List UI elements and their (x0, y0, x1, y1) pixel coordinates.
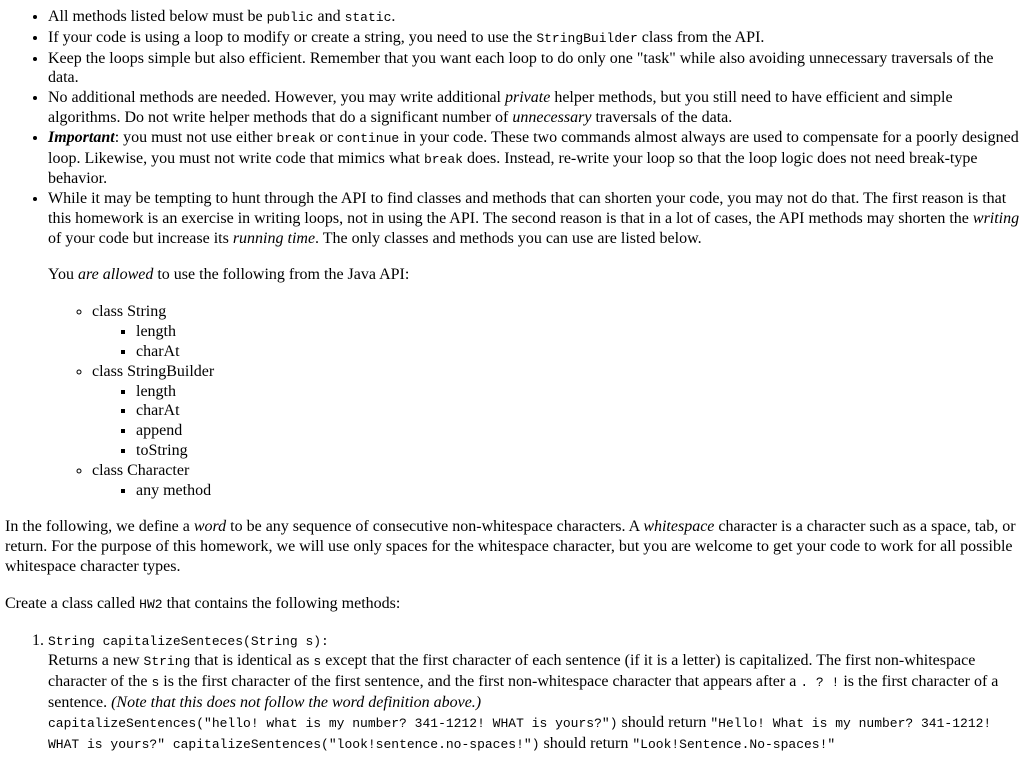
api-method-item: ▪ charAt (136, 342, 1020, 362)
rule-item: • If your code is using a loop to modify or create a string, you need to use the StringBuilder class from the API. (48, 28, 1020, 49)
method-signature: String capitalizeSenteces(String s): (48, 633, 329, 649)
rule-item: • All methods listed below must be public and static. (48, 7, 1020, 28)
example-call: capitalizeSentences("look!sentence.no-spaces!") (165, 736, 540, 752)
inline-code: . ? ! (800, 675, 840, 691)
api-method-item: ▪ charAt (136, 401, 1020, 421)
api-method-list (92, 382, 1020, 461)
api-method-item: ▪ length (136, 322, 1020, 342)
methods-list (5, 631, 1020, 755)
inline-code: StringBuilder (536, 30, 638, 46)
inline-code: break (423, 151, 463, 167)
example-call: capitalizeSentences("hello! what is my number? 341-1212! WHAT is yours?") (48, 715, 618, 731)
rule-item: • While it may be tempting to hunt through the API to find classes and methods that can shorten your code, you may not do that. The first reason is that this homework is an exercise in writing loops, not in using the API. The second reason is that in a lot of cases, the API methods may shorten the writing of your code but increase its running time. The only classes and methods you can use are listed below. You are allowed to use the following from the Java API: ◦ class String ▪ length ▪ charAt ◦ class StringBuilder ▪ length ▪ charAt ▪ append ▪ toString ◦ class Character ▪ any method (48, 189, 1020, 500)
api-method-item: ▪ append (136, 421, 1020, 441)
api-class-item: ◦ class Character ▪ any method (92, 461, 1020, 501)
example-result: "Look!Sentence.No-spaces!" (632, 736, 836, 752)
api-method-list (92, 322, 1020, 362)
api-method-item: ▪ length (136, 382, 1020, 402)
example-result: "Hello! What is my number? 341-1212! WHAT is yours?" (48, 715, 992, 752)
inline-code: break (276, 130, 316, 146)
rules-list (5, 7, 1020, 500)
inline-code: continue (336, 130, 400, 146)
api-method-list (92, 481, 1020, 501)
inline-code: public (266, 10, 314, 25)
api-class-item: ◦ class StringBuilder ▪ length ▪ charAt ▪ append ▪ toString (92, 362, 1020, 461)
rule-item: • Important: you must not use either break or continue in your code. These two commands almost always are used to compensate for a poorly designed loop. Likewise, you must not write code that mimics what break does. Instead, re-write your loop so that the loop logic does not need break-type behavior. (48, 128, 1020, 189)
api-class-item: ◦ class String ▪ length ▪ charAt (92, 302, 1020, 361)
inline-code: s (313, 654, 322, 670)
api-class-list (48, 302, 1020, 500)
method-note: (Note that this does not follow the word definition above.) (111, 693, 482, 711)
important-label: Important (48, 128, 115, 146)
api-method-item: ▪ toString (136, 441, 1020, 461)
rule-item: • Keep the loops simple but also efficient. Remember that you want each loop to do only one "task" while also avoiding unnecessary traversals of the data. (48, 49, 1020, 89)
inline-code: s (151, 675, 160, 691)
method-item: 1. String capitalizeSenteces(String s): Returns a new String that is identical as s except that the first character of each sentence (if it is a letter) is capitalized. The first non-whitespace character of the s is the first character of the first sentence, and the first non-whitespace character that appears after a . ? ! is the first character of a sentence. (Note that this does not follow the word definition above.) capitalizeSentences("hello! what is my number? 341-1212! WHAT is yours?") should return "Hello! What is my number? 341-1212! WHAT is yours?" capitalizeSentences("look!sentence.no-spaces!") should return "Look!Sentence.No-spaces!" (48, 631, 1020, 755)
inline-code: String (143, 654, 191, 670)
api-method-item: ▪ any method (136, 481, 1020, 501)
word-definition: In the following, we define a word to be any sequence of consecutive non-whitespace characters. A whitespace character is a character such as a space, tab, or return. For the purpose of this homework, we will use only spaces for the whitespace character, but you are welcome to get your code to work for all possible whitespace character types. (5, 518, 1016, 575)
inline-code: static (344, 10, 392, 25)
rule-item: • No additional methods are needed. However, you may write additional private helper methods, but you still need to have efficient and simple algorithms. Do not write helper methods that do a significant number of unnecessary traversals of the data. (48, 88, 1020, 128)
create-class-instruction: Create a class called HW2 that contains the following methods: (5, 594, 401, 612)
allowed-intro: You are allowed to use the following from the Java API: (48, 265, 410, 283)
inline-code: HW2 (139, 596, 163, 612)
